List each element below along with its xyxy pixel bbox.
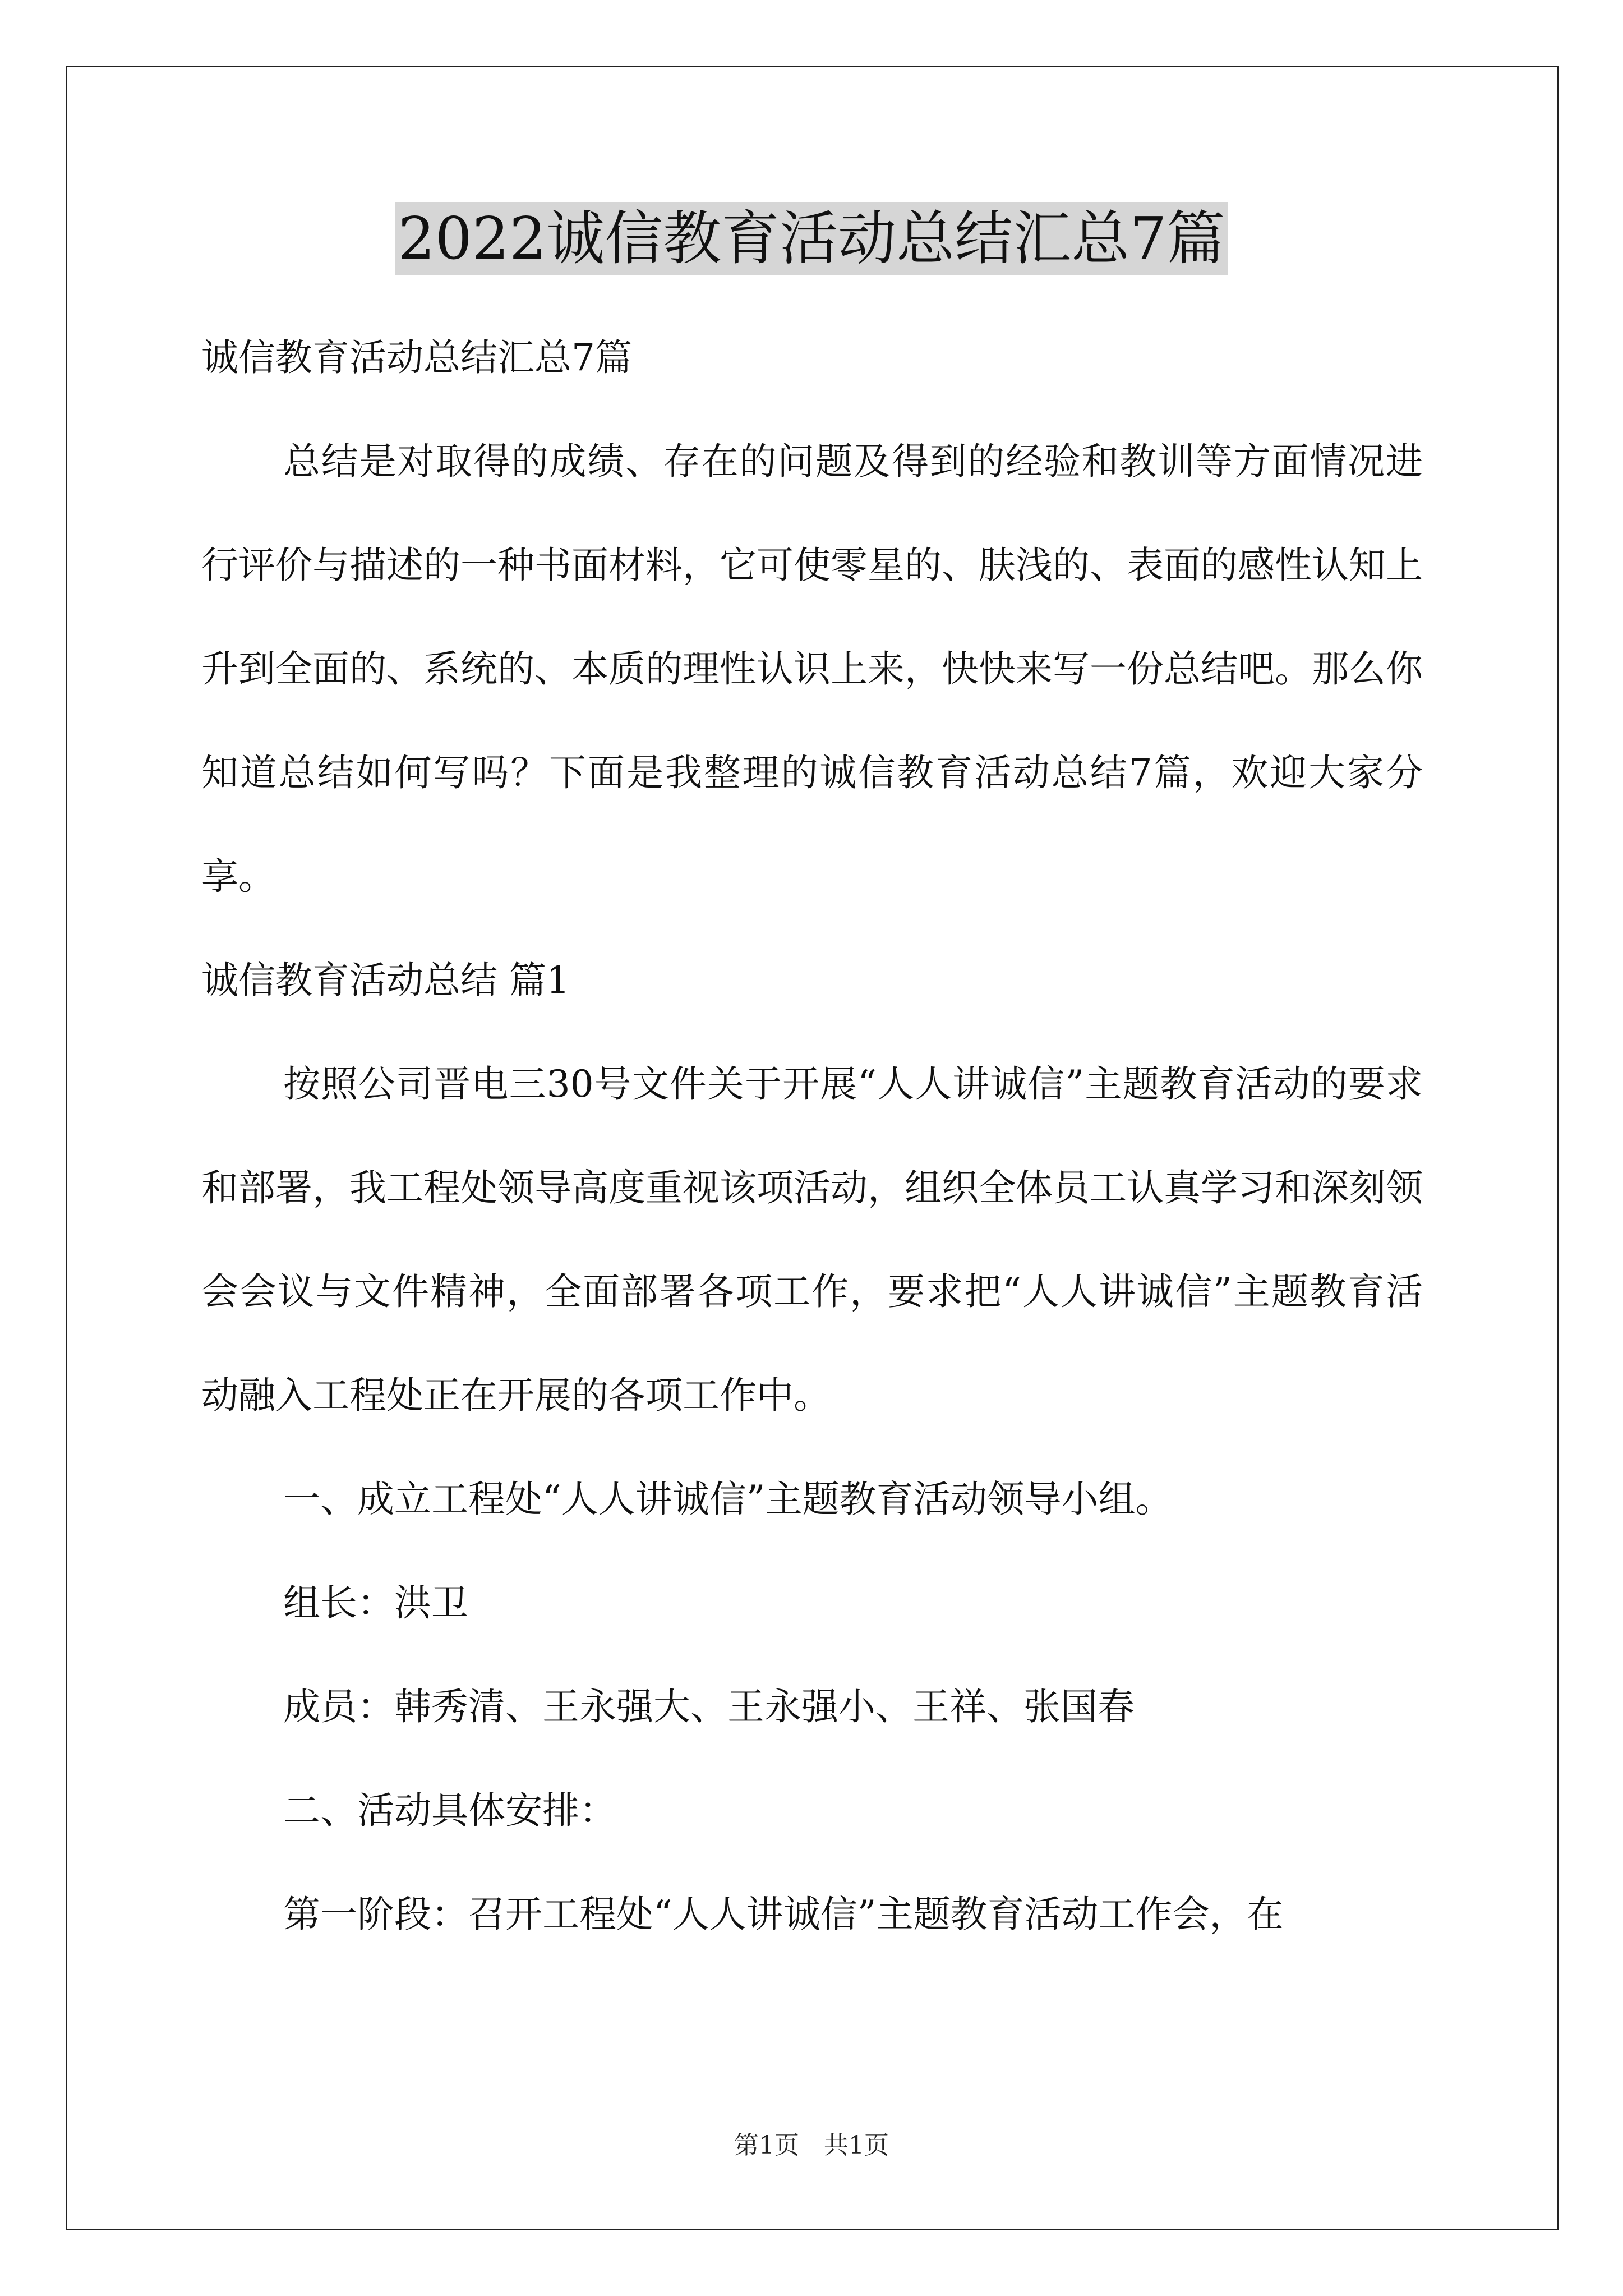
section-heading: 诚信教育活动总结 篇1 bbox=[201, 959, 570, 1002]
page-number: 第1页 共1页 bbox=[734, 2131, 889, 2160]
document-title bbox=[0, 199, 1623, 278]
paragraph-item-one: 一、成立工程处“人人讲诚信”主题教育活动领导小组。 bbox=[283, 1478, 1173, 1521]
paragraph-body: 按照公司晋电三30号文件关于开展“人人讲诚信”主题教育活动的要求和部署，我工程处领导高度重视该项活动，组织全体员工认真学习和深刻领会会议与文件精神，全面部署各项工作，要求把“人人讲诚信”主题教育活动融入工程处正在开展的各项工作中。 bbox=[201, 1062, 1423, 1417]
paragraph-subtitle: 诚信教育活动总结汇总7篇 bbox=[201, 336, 632, 379]
paragraph-intro: 总结是对取得的成绩、存在的问题及得到的经验和教训等方面情况进行评价与描述的一种书面材料，它可使零星的、肤浅的、表面的感性认知上升到全面的、系统的、本质的理性认识上来，快快来写一份总结吧。那么你知道总结如何写吗？下面是我整理的诚信教育活动总结7篇，欢迎大家分享。 bbox=[201, 440, 1423, 898]
paragraph-members: 成员：韩秀清、王永强大、王永强小、王祥、张国春 bbox=[283, 1685, 1135, 1728]
paragraph-stage-one: 第一阶段：召开工程处“人人讲诚信”主题教育活动工作会，在 bbox=[283, 1893, 1284, 1936]
document-title-text: 2022诚信教育活动总结汇总7篇 bbox=[395, 202, 1229, 275]
paragraph-leader: 组长：洪卫 bbox=[283, 1581, 468, 1625]
paragraph-item-two: 二、活动具体安排： bbox=[283, 1789, 616, 1832]
document-body bbox=[201, 306, 1423, 1966]
